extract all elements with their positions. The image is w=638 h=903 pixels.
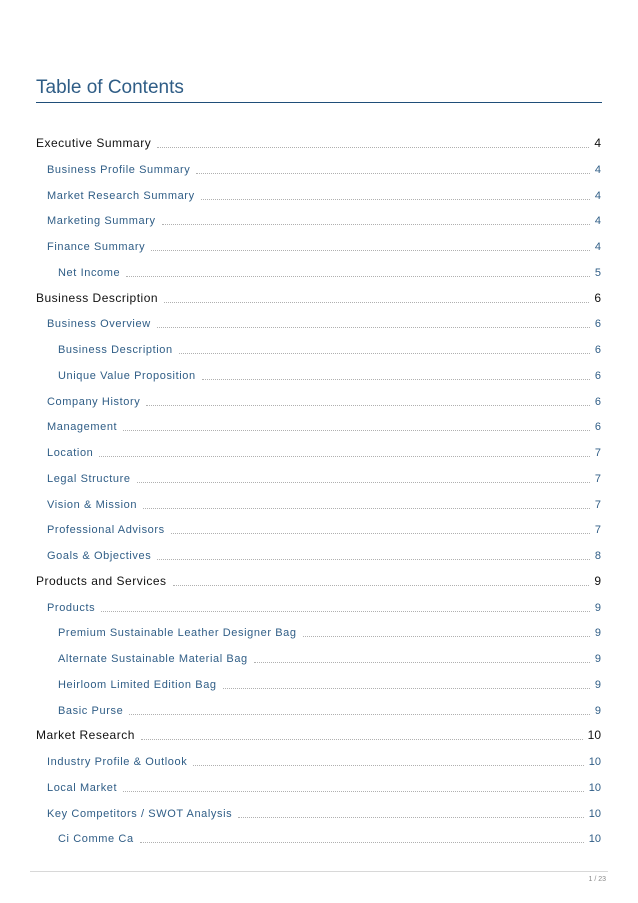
toc-entry-page: 4 bbox=[594, 189, 601, 202]
toc-dot-leader bbox=[99, 456, 589, 457]
toc-dot-leader bbox=[101, 611, 590, 612]
toc-dot-leader bbox=[151, 250, 590, 251]
toc-entry-page: 10 bbox=[587, 728, 601, 743]
toc-dot-leader bbox=[141, 739, 583, 740]
toc-dot-leader bbox=[146, 405, 590, 406]
toc-entry[interactable] bbox=[47, 160, 601, 176]
toc-entry[interactable] bbox=[36, 289, 601, 305]
toc-entry-label: Business Profile Summary bbox=[47, 163, 191, 176]
toc-entry[interactable] bbox=[47, 495, 601, 511]
toc-entry-page: 6 bbox=[594, 421, 601, 434]
toc-entry-page: 9 bbox=[594, 573, 601, 588]
toc-dot-leader bbox=[173, 585, 590, 586]
toc-entry-label: Business Overview bbox=[47, 318, 151, 331]
toc-entry-label: Heirloom Limited Edition Bag bbox=[58, 678, 217, 691]
toc-entry[interactable] bbox=[58, 366, 601, 382]
toc-entry[interactable] bbox=[47, 186, 601, 202]
toc-dot-leader bbox=[196, 173, 589, 174]
toc-entry-page: 10 bbox=[588, 756, 601, 768]
toc-entry[interactable] bbox=[58, 263, 601, 279]
toc-entry[interactable] bbox=[47, 443, 601, 459]
toc-entry-page: 8 bbox=[594, 550, 601, 562]
toc-entry-page: 5 bbox=[594, 266, 601, 279]
toc-entry-label: Basic Purse bbox=[58, 704, 124, 717]
toc-entry-page: 4 bbox=[594, 136, 601, 150]
toc-entry-label: Market Research Summary bbox=[47, 189, 195, 202]
toc-entry-page: 4 bbox=[594, 215, 601, 228]
toc-dot-leader bbox=[123, 430, 590, 431]
toc-dot-leader bbox=[303, 636, 590, 637]
toc-entry-label: Goals & Objectives bbox=[47, 550, 152, 562]
toc-entry-page: 7 bbox=[594, 447, 601, 459]
toc-entry-label: Professional Advisors bbox=[47, 524, 165, 537]
toc-entry-page: 9 bbox=[594, 704, 601, 717]
toc-entry-page: 10 bbox=[588, 781, 601, 794]
toc-entry-page: 7 bbox=[594, 498, 601, 511]
toc-dot-leader bbox=[179, 353, 590, 354]
toc-dot-leader bbox=[254, 662, 590, 663]
toc-entry[interactable] bbox=[47, 598, 601, 614]
toc-entry-label: Vision & Mission bbox=[47, 498, 138, 511]
page-title: Table of Contents bbox=[36, 76, 602, 103]
toc-entry-page: 9 bbox=[594, 678, 601, 691]
toc-entry[interactable] bbox=[36, 134, 601, 150]
toc-entry[interactable] bbox=[47, 314, 601, 330]
toc-entry[interactable] bbox=[47, 804, 601, 820]
toc-entry[interactable] bbox=[47, 417, 601, 433]
toc-entry-page: 7 bbox=[594, 524, 601, 537]
toc-entry-page: 9 bbox=[594, 601, 601, 614]
toc-entry[interactable] bbox=[47, 469, 601, 485]
toc-entry-label: Executive Summary bbox=[36, 136, 152, 150]
toc-entry[interactable] bbox=[58, 649, 601, 665]
toc-entry-label: Products and Services bbox=[36, 573, 167, 588]
toc-entry-page: 9 bbox=[594, 653, 601, 665]
toc-entry-label: Marketing Summary bbox=[47, 215, 156, 228]
toc-entry[interactable] bbox=[58, 701, 601, 717]
toc-entry[interactable] bbox=[47, 237, 601, 253]
toc-entry-page: 4 bbox=[594, 163, 601, 176]
toc-entry-label: Premium Sustainable Leather Designer Bag bbox=[58, 627, 297, 640]
toc-dot-leader bbox=[238, 817, 583, 818]
toc-entry-label: Market Research bbox=[36, 728, 135, 743]
toc-dot-leader bbox=[171, 533, 590, 534]
toc-entry-label: Business Description bbox=[58, 344, 173, 356]
toc-entry-label: Net Income bbox=[58, 266, 121, 279]
toc-entry[interactable] bbox=[36, 726, 601, 742]
toc-entry[interactable] bbox=[47, 778, 601, 794]
toc-entry-label: Industry Profile & Outlook bbox=[47, 756, 188, 768]
toc-entry-label: Products bbox=[47, 601, 96, 614]
toc-entry[interactable] bbox=[47, 211, 601, 227]
toc-dot-leader bbox=[157, 327, 590, 328]
toc-dot-leader bbox=[143, 508, 590, 509]
toc-entry[interactable] bbox=[36, 572, 601, 588]
toc-entry-label: Ci Comme Ca bbox=[58, 833, 134, 846]
toc-entry-page: 10 bbox=[588, 807, 601, 820]
toc-dot-leader bbox=[164, 302, 589, 303]
toc-entry[interactable] bbox=[58, 829, 601, 845]
toc-entry-label: Business Description bbox=[36, 290, 159, 305]
toc-dot-leader bbox=[129, 714, 590, 715]
footer-divider bbox=[30, 871, 608, 872]
toc-entry[interactable] bbox=[47, 520, 601, 536]
toc-entry-page: 6 bbox=[594, 395, 601, 408]
toc-dot-leader bbox=[137, 482, 590, 483]
toc-entry-label: Key Competitors / SWOT Analysis bbox=[47, 807, 233, 820]
toc-entry[interactable] bbox=[47, 392, 601, 408]
toc-entry-label: Legal Structure bbox=[47, 472, 131, 485]
toc-entry[interactable] bbox=[47, 752, 601, 768]
toc-dot-leader bbox=[123, 791, 584, 792]
toc-entry-page: 6 bbox=[594, 344, 601, 356]
toc-entry-page: 6 bbox=[594, 369, 601, 382]
toc-dot-leader bbox=[162, 224, 590, 225]
toc-entry-page: 6 bbox=[594, 290, 601, 305]
toc-entry-label: Management bbox=[47, 421, 118, 434]
toc-entry-page: 7 bbox=[594, 472, 601, 485]
toc-dot-leader bbox=[201, 199, 590, 200]
toc-entry[interactable] bbox=[58, 675, 601, 691]
toc-entry[interactable] bbox=[58, 340, 601, 356]
toc-dot-leader bbox=[202, 379, 590, 380]
toc-entry[interactable] bbox=[47, 546, 601, 562]
toc-entry-label: Company History bbox=[47, 395, 141, 408]
toc-dot-leader bbox=[157, 147, 589, 148]
toc-dot-leader bbox=[126, 276, 590, 277]
toc-entry-label: Local Market bbox=[47, 781, 118, 794]
toc-entry-label: Alternate Sustainable Material Bag bbox=[58, 653, 248, 665]
toc-entry-page: 10 bbox=[588, 833, 601, 846]
toc-dot-leader bbox=[193, 765, 583, 766]
toc-entry-label: Unique Value Proposition bbox=[58, 369, 196, 382]
toc-dot-leader bbox=[223, 688, 590, 689]
toc-entry-page: 9 bbox=[594, 627, 601, 640]
toc-entry-label: Finance Summary bbox=[47, 241, 146, 253]
toc-dot-leader bbox=[140, 842, 584, 843]
toc-entry-page: 6 bbox=[594, 318, 601, 331]
toc-dot-leader bbox=[157, 559, 590, 560]
toc-entry[interactable] bbox=[58, 623, 601, 639]
toc-entry-label: Location bbox=[47, 447, 94, 459]
page-number: 1 / 23 bbox=[588, 876, 606, 883]
toc-entry-page: 4 bbox=[594, 241, 601, 253]
